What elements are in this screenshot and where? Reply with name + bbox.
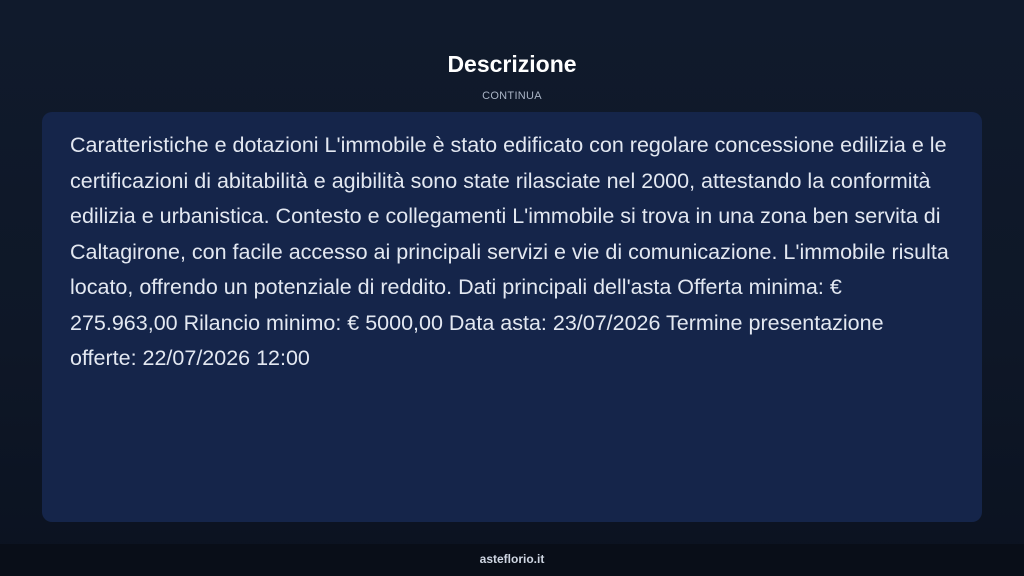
description-card xyxy=(42,112,982,522)
description-text: Caratteristiche e dotazioni L'immobile è stato edificato con regolare concessione edilizia e le certificazioni di abitabilità e agibilità sono state rilasciate nel 2000, attestando la conformità edilizia e urbanistica. Contesto e collegamenti L'immobile si trova in una zona ben servita di Caltagirone, con facile accesso ai principali servizi e vie di comunicazione. L'immobile risulta locato, offrendo un potenziale di reddito. Dati principali dell'asta Offerta minima: € 275.963,00 Rilancio minimo: € 5000,00 Data asta: 23/07/2026 Termine presentazione offerte: 22/07/2026 12:00 xyxy=(70,133,949,370)
continue-link[interactable]: CONTINUA xyxy=(482,90,542,102)
footer-site-label: asteflorio.it xyxy=(479,552,545,566)
footer-bar xyxy=(0,544,1024,576)
page-title: Descrizione xyxy=(447,51,577,77)
